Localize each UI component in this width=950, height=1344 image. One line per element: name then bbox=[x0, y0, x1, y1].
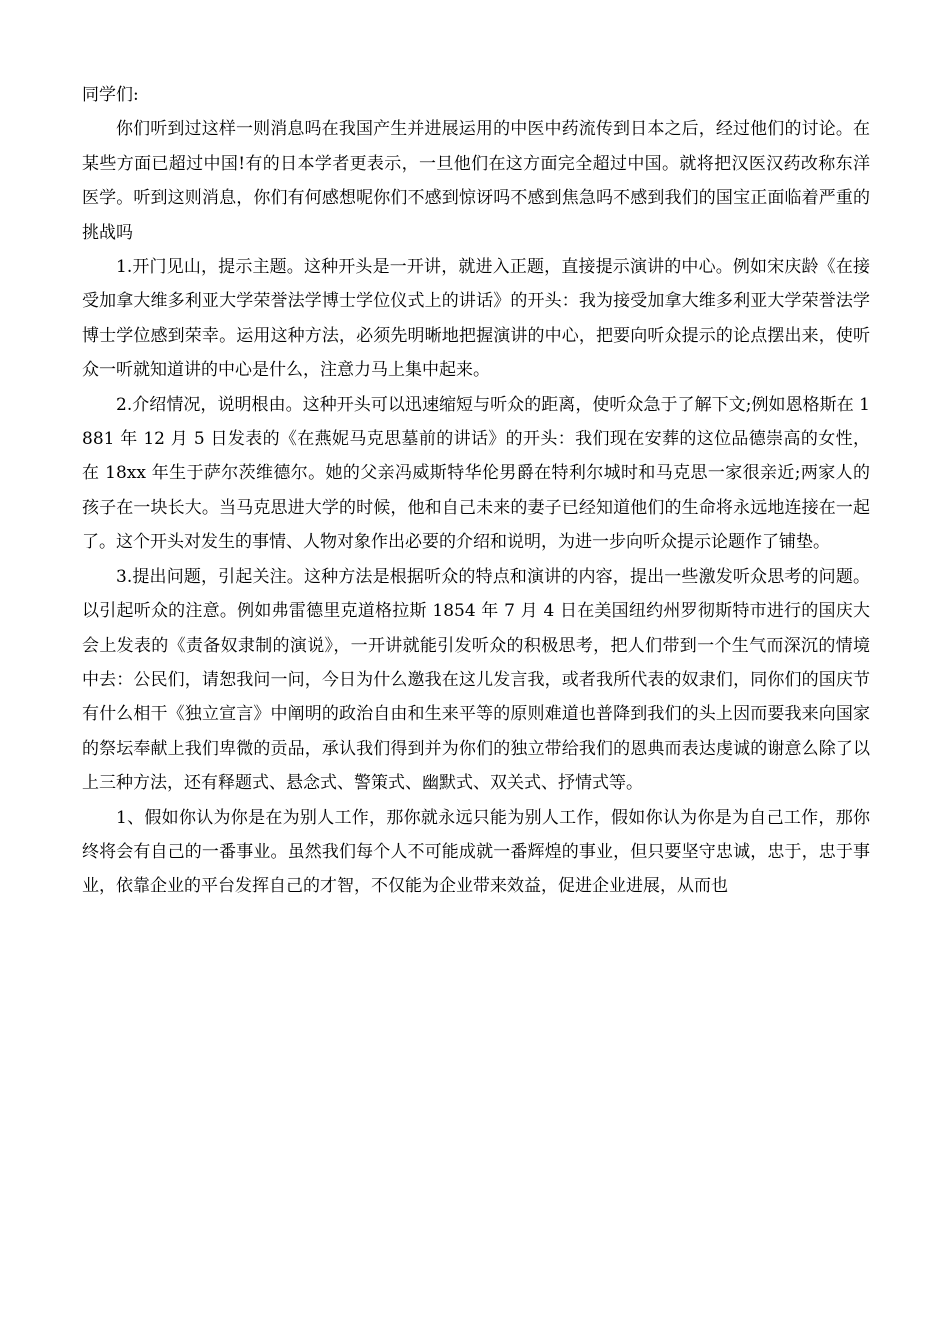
paragraph-method-2: 2.介绍情况，说明根由。这种开头可以迅速缩短与听众的距离，使听众急于了解下文;例如恩格斯在 1881 年 12 月 5 日发表的《在燕妮马克思墓前的讲话》的开头：我们现在安葬的这位品德崇高的女性，在 18xx 年生于萨尔茨维德尔。她的父亲冯威斯特华伦男爵在特利尔城时和马克思一家很亲近;两家人的孩子在一块长大。当马克思进大学的时候，他和自己未来的妻子已经知道他们的生命将永远地连接在一起了。这个开头对发生的事情、人物对象作出必要的介绍和说明，为进一步向听众提示论题作了铺垫。 bbox=[82, 394, 870, 553]
paragraph-method-1: 1.开门见山，提示主题。这种开头是一开讲，就进入正题，直接提示演讲的中心。例如宋庆龄《在接受加拿大维多利亚大学荣誉法学博士学位仪式上的讲话》的开头：我为接受加拿大维多利亚大学荣誉法学博士学位感到荣幸。运用这种方法，必须先明晰地把握演讲的中心，把要向听众提示的论点摆出来，使听众一听就知道讲的中心是什么，注意力马上集中起来。 bbox=[82, 257, 870, 381]
paragraph-loyalty: 1、假如你认为你是在为别人工作，那你就永远只能为别人工作，假如你认为你是为自己工作，那你终将会有自己的一番事业。虽然我们每个人不可能成就一番辉煌的事业，但只要坚守忠诚，忠于，忠于事业，依靠企业的平台发挥自己的才智，不仅能为企业带来效益，促进企业进展，从而也 bbox=[82, 807, 870, 897]
greeting: 同学们: bbox=[82, 85, 139, 105]
document-body bbox=[82, 78, 870, 904]
paragraph-method-3: 3.提出问题，引起关注。这种方法是根据听众的特点和演讲的内容，提出一些激发听众思考的问题。以引起听众的注意。例如弗雷德里克道格拉斯 1854 年 7 月 4 日在美国纽约州罗彻斯特市进行的国庆大会上发表的《责备奴隶制的演说》，一开讲就能引发听众的积极思考，把人们带到一个生气而深沉的情境中去：公民们，请恕我问一问，今日为什么邀我在这儿发言我，或者我所代表的奴隶们，同你们的国庆节有什么相干《独立宣言》中阐明的政治自由和生来平等的原则难道也普降到我们的头上因而要我来向国家的祭坛奉献上我们卑微的贡品，承认我们得到并为你们的独立带给我们的恩典而表达虔诚的谢意么除了以上三种方法，还有释题式、悬念式、警策式、幽默式、双关式、抒情式等。 bbox=[82, 566, 870, 794]
paragraph-intro: 你们听到过这样一则消息吗在我国产生并进展运用的中医中药流传到日本之后，经过他们的讨论。在某些方面已超过中国!有的日本学者更表示，一旦他们在这方面完全超过中国。就将把汉医汉药改称东洋医学。听到这则消息，你们有何感想呢你们不感到惊讶吗不感到焦急吗不感到我们的国宝正面临着严重的挑战吗 bbox=[82, 119, 870, 243]
